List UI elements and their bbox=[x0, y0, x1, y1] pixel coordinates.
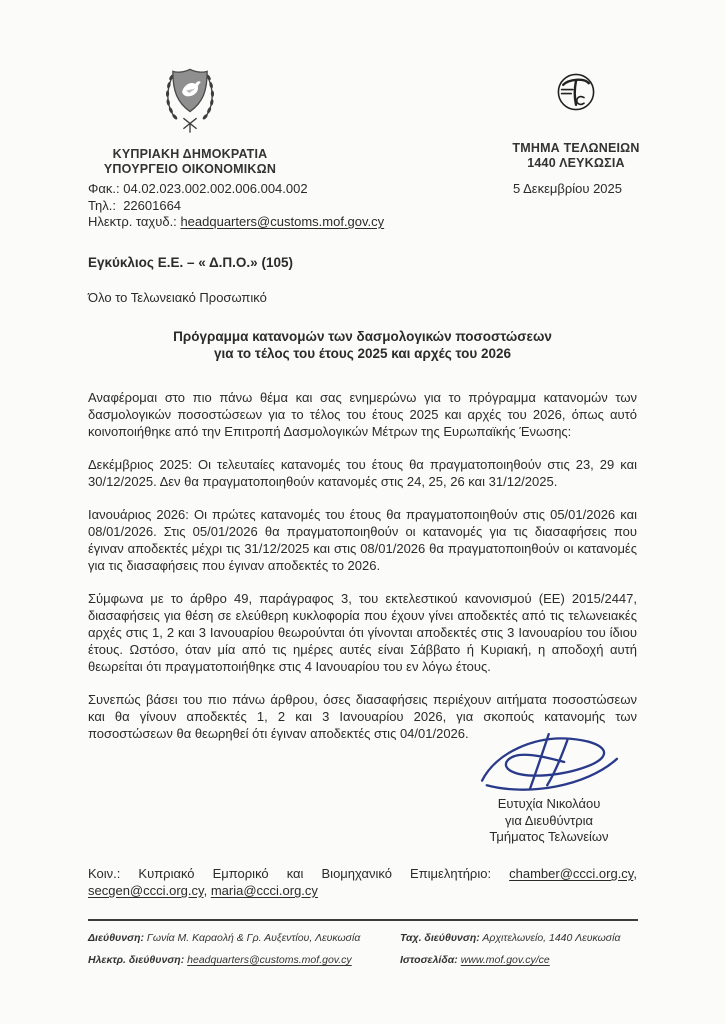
cc-email-link-2[interactable]: secgen@ccci.org.cy bbox=[88, 883, 204, 898]
handwritten-signature bbox=[447, 731, 652, 793]
cc-label: Κοιν.: bbox=[88, 866, 121, 881]
footer-website-line bbox=[400, 954, 637, 967]
body-paragraph: Ιανουάριος 2026: Οι πρώτες κατανομές του έτους θα πραγματοποιηθούν στις 05/01/2026 και 08/01/2026. Στις 05/01/2026 θα πραγματοποιηθούν οι κατανομές για τις διασαφήσεις που έγιναν αποδεκτές μέχρι τις 31/12/2025 και στις 08/01/2026 θα πραγματοποιηθούν οι κατανομές για τις διασαφήσεις που έγιναν αποδεκτές το 2026. bbox=[88, 507, 637, 573]
circular-reference: Εγκύκλιος Ε.Ε. – « Δ.Π.Ο.» (105) bbox=[88, 255, 293, 270]
department-name: ΤΜΗΜΑ ΤΕΛΩΝΕΙΩΝ bbox=[512, 141, 640, 155]
signer-name: Ευτυχία Νικολάου bbox=[497, 796, 601, 811]
signer-department: Τμήματος Τελωνείων bbox=[489, 829, 609, 844]
footer-address-value: Γωνία Μ. Καραολή & Γρ. Αυξεντίου, Λευκωσία bbox=[146, 932, 361, 944]
document-title bbox=[88, 328, 637, 362]
email-line bbox=[88, 214, 508, 231]
file-number: 04.02.023.002.002.006.004.002 bbox=[123, 181, 308, 196]
department-postcode: 1440 ΛΕΥΚΩΣΙΑ bbox=[527, 156, 625, 170]
document-title-line2: για το τέλος του έτους 2025 και αρχές του 2026 bbox=[213, 346, 512, 361]
cyprus-coat-of-arms-icon bbox=[157, 64, 223, 142]
cc-separator: , bbox=[633, 866, 637, 881]
phone-line bbox=[88, 198, 508, 215]
cc-email-link-3[interactable]: maria@ccci.org.cy bbox=[210, 883, 318, 898]
cc-separator: , bbox=[203, 883, 208, 898]
footer-postal-label: Ταχ. διεύθυνση: bbox=[400, 932, 480, 944]
department-header-block bbox=[492, 68, 660, 171]
footer-postal-value: Αρχιτελωνείο, 1440 Λευκωσία bbox=[482, 932, 621, 944]
footer-email-label: Ηλεκτρ. διεύθυνση: bbox=[88, 954, 185, 966]
footer-divider bbox=[88, 919, 638, 921]
file-label: Φακ.: bbox=[88, 181, 120, 196]
signer-capacity: για Διευθύντρια bbox=[504, 812, 594, 828]
header-email-link[interactable]: headquarters@customs.mof.gov.cy bbox=[180, 214, 385, 229]
letter-body bbox=[88, 389, 637, 758]
footer-postal-line bbox=[400, 932, 637, 945]
recipient-line: Όλο το Τελωνειακό Προσωπικό bbox=[88, 290, 267, 305]
body-paragraph: Αναφέρομαι στο πιο πάνω θέμα και σας ενημερώνω για το πρόγραμμα κατανομών των δασμολογικών ποσοστώσεων για το τέλος του έτους 2025 και αρχές του 2026, όπως αυτό κοινοποιήθηκε από την Επιτροπή Δασμολογικών Μέτρων της Ευρωπαϊκής Ένωσης: bbox=[88, 390, 637, 439]
document-title-line1: Πρόγραμμα κατανομών των δασμολογικών ποσοστώσεων bbox=[173, 329, 552, 344]
cc-organization: Κυπριακό Εμπορικό και Βιομηχανικό Επιμελητήριο: bbox=[138, 866, 492, 881]
cc-line bbox=[88, 865, 637, 899]
letter-date: 5 Δεκεμβρίου 2025 bbox=[512, 181, 622, 196]
body-paragraph: Δεκέμβριος 2025: Οι τελευταίες κατανομές του έτους θα πραγματοποιηθούν στις 23, 29 και 30/12/2025. Δεν θα πραγματοποιηθούν κατανομές στις 24, 25, 26 και 31/12/2025. bbox=[88, 457, 637, 489]
body-paragraph: Συνεπώς βάσει του πιο πάνω άρθρου, όσες διασαφήσεις περιέχουν αιτήματα ποσοστώσεων και θα γίνουν αποδεκτές 1, 2 και 3 Ιανουαρίου 2026, για σκοπούς κατανομής των ποσοστώσεων θα θεωρηθεί ότι έγιναν αποδεκτές στις 04/01/2026. bbox=[88, 692, 637, 741]
ministry-name: ΥΠΟΥΡΓΕΙΟ ΟΙΚΟΝΟΜΙΚΩΝ bbox=[103, 162, 277, 176]
footer-email-line bbox=[88, 954, 400, 967]
footer-email-link[interactable]: headquarters@customs.mof.gov.cy bbox=[187, 954, 352, 966]
signature-block bbox=[415, 731, 683, 846]
footer-address-line bbox=[88, 932, 400, 945]
cc-email-link-1[interactable]: chamber@ccci.org.cy bbox=[509, 866, 634, 881]
body-paragraph: Σύμφωνα με το άρθρο 49, παράγραφος 3, του εκτελεστικού κανονισμού (ΕΕ) 2015/2447, διασαφήσεις για θέση σε ελεύθερη κυκλοφορία που έχουν γίνει αποδεκτές από τις τελωνειακές αρχές στις 1, 2 και 3 Ιανουαρίου θεωρούνται ότι γίνονται αποδεκτές στις 3 Ιανουαρίου του ίδιου έτους. Ωστόσο, όταν μία από τις ημέρες αυτές είναι Σάββατο ή Κυριακή, η αποδοχή αυτή θεωρείται ότι πραγματοποιήθηκε στις 4 Ιανουαρίου του εν λόγω έτους. bbox=[88, 591, 637, 674]
email-label: Ηλεκτρ. ταχυδ.: bbox=[88, 214, 177, 229]
customs-emblem-icon bbox=[552, 68, 600, 116]
republic-name: ΚΥΠΡΙΑΚΗ ΔΗΜΟΚΡΑΤΙΑ bbox=[112, 147, 268, 161]
phone-number: 22601664 bbox=[123, 197, 182, 213]
footer-block bbox=[88, 932, 637, 967]
republic-header-block bbox=[98, 64, 282, 177]
footer-website-link[interactable]: www.mof.gov.cy/ce bbox=[460, 954, 550, 966]
phone-label: Τηλ.: bbox=[88, 197, 116, 213]
footer-address-label: Διεύθυνση: bbox=[88, 932, 144, 944]
footer-website-label: Ιστοσελίδα: bbox=[400, 954, 458, 966]
